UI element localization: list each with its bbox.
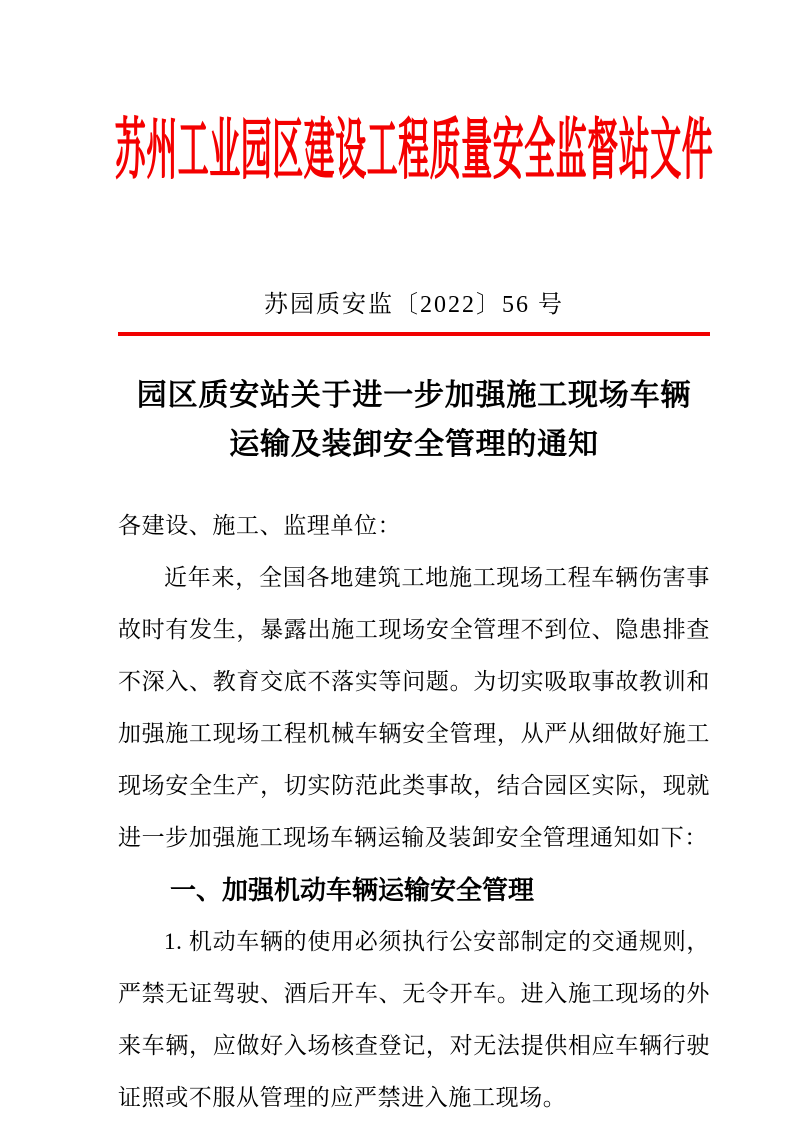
letterhead-title: 苏州工业园区建设工程质量安全监督站文件 (114, 112, 714, 188)
section-1-heading: 一、加强机动车辆运输安全管理 (170, 875, 535, 905)
intro-paragraph: 近年来，全国各地建筑工地施工现场工程车辆伤害事故时有发生，暴露出施工现场安全管理不到位、隐患排查不深入、教育交底不落实等问题。为切实吸取事故教训和加强施工现场工程机械车辆安全管理，从严从细做好施工现场安全生产，切实防范此类事故，结合园区实际，现就进一步加强施工现场车辆运输及装卸安全管理通知如下： (118, 565, 710, 850)
document-content (114, 0, 714, 1122)
red-separator-line (118, 332, 710, 336)
document-body (118, 500, 710, 1122)
document-title-line-1: 园区质安站关于进一步加强施工现场车辆 (136, 379, 692, 412)
document-title (108, 371, 720, 469)
salutation: 各建设、施工、监理单位： (118, 513, 402, 538)
section-1-item-1: 1. 机动车辆的使用必须执行公安部制定的交通规则，严禁无证驾驶、酒后开车、无令开车。进入施工现场的外来车辆，应做好入场核查登记，对无法提供相应车辆行驶证照或不服从管理的应严禁进入施工现场。 (118, 929, 710, 1110)
document-title-line-2: 运输及装卸安全管理的通知 (229, 428, 599, 461)
document-number: 苏园质安监〔2022〕56 号 (264, 292, 564, 318)
